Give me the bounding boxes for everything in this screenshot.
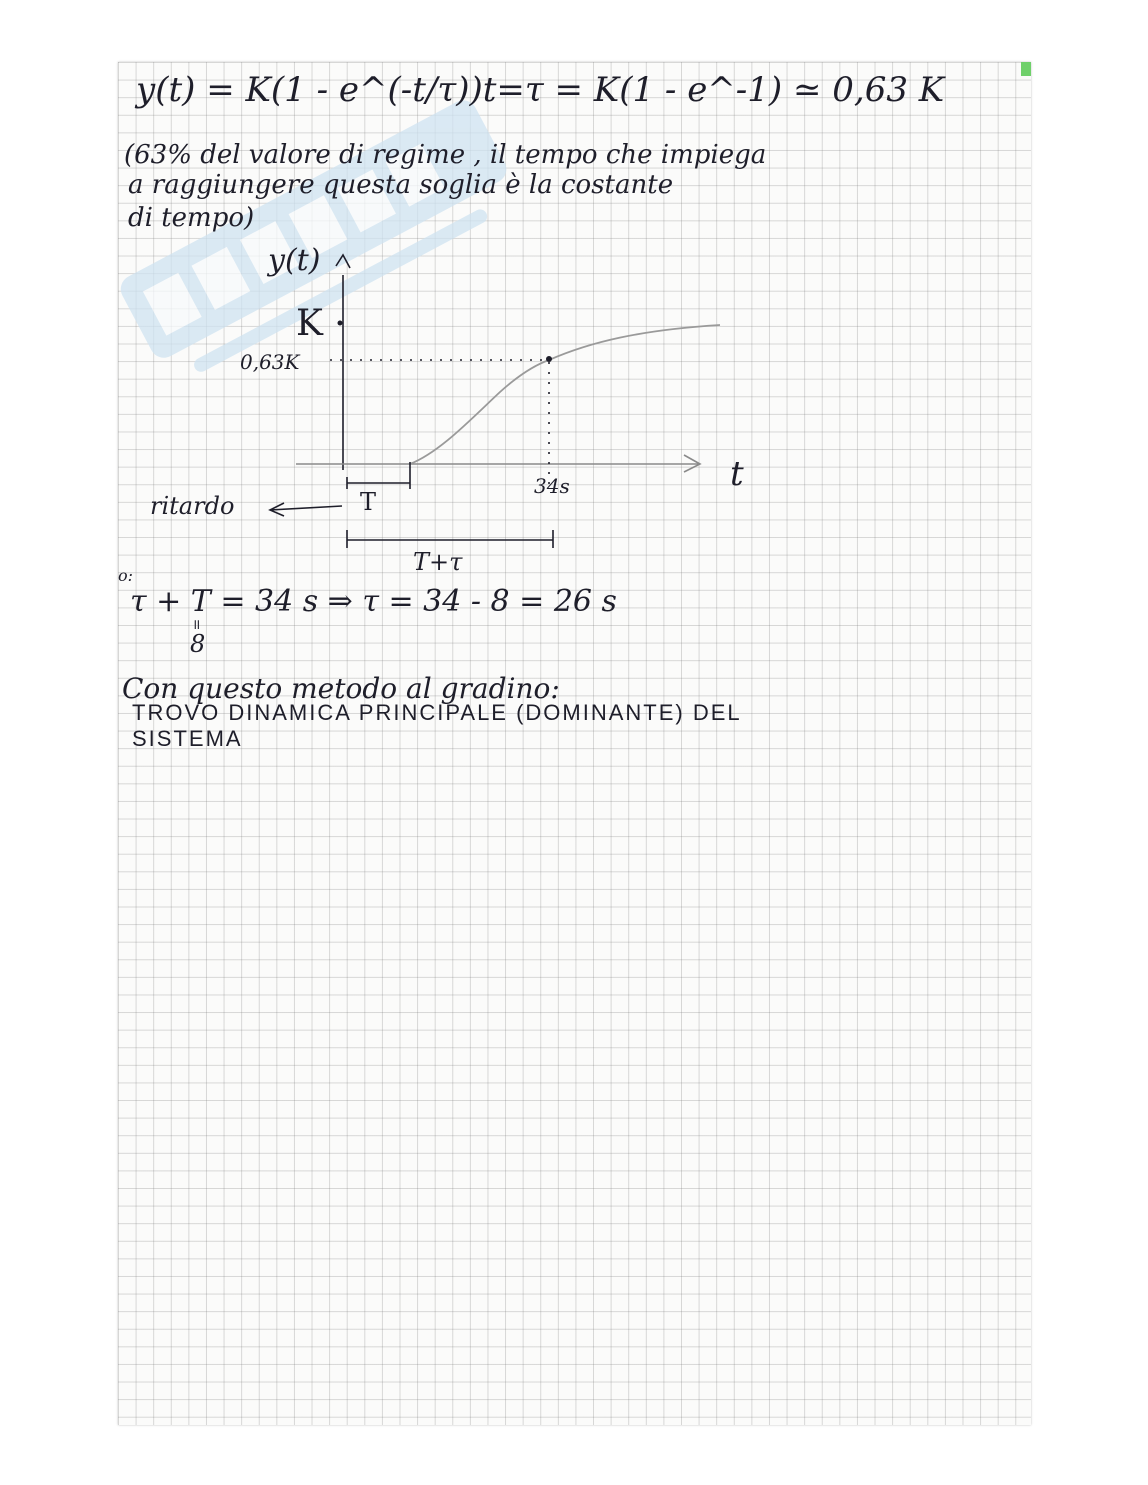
formula-line: y(t) = K(1 - e^(-t/τ))t=τ = K(1 - e^-1) ≃ 0,63 K — [136, 70, 945, 110]
explanation-line-1: (63% del valore di regime , il tempo che impiega — [124, 140, 767, 170]
total-label: T+τ — [413, 548, 463, 576]
time-marker-label: 34s — [534, 474, 570, 498]
t-axis-label: t — [730, 454, 744, 494]
calc-line: τ + T = 34 s ⇒ τ = 34 - 8 = 26 s — [130, 584, 617, 619]
delay-label: T — [360, 488, 377, 516]
calc-sub-marker: ॥ — [192, 617, 201, 633]
skuola-watermark-logo — [70, 60, 590, 460]
method-line: Con questo metodo al gradino: — [122, 672, 560, 705]
k-label: K — [296, 303, 323, 344]
caps-line-2: SISTEMA — [132, 726, 243, 751]
calc-prefix: o: — [118, 566, 134, 585]
delay-annotation: ritardo — [150, 492, 235, 520]
calc-sub-value: 8 — [190, 630, 206, 658]
caps-line-1: TROVO DINAMICA PRINCIPALE (DOMINANTE) DEL — [132, 700, 742, 725]
level-label: 0,63K — [240, 350, 300, 374]
explanation-line-2: a raggiungere questa soglia è la costante — [128, 170, 674, 200]
notebook-edge-tab — [1021, 62, 1031, 76]
y-axis-label: y(t) — [268, 243, 321, 278]
explanation-line-3: di tempo) — [128, 203, 255, 233]
